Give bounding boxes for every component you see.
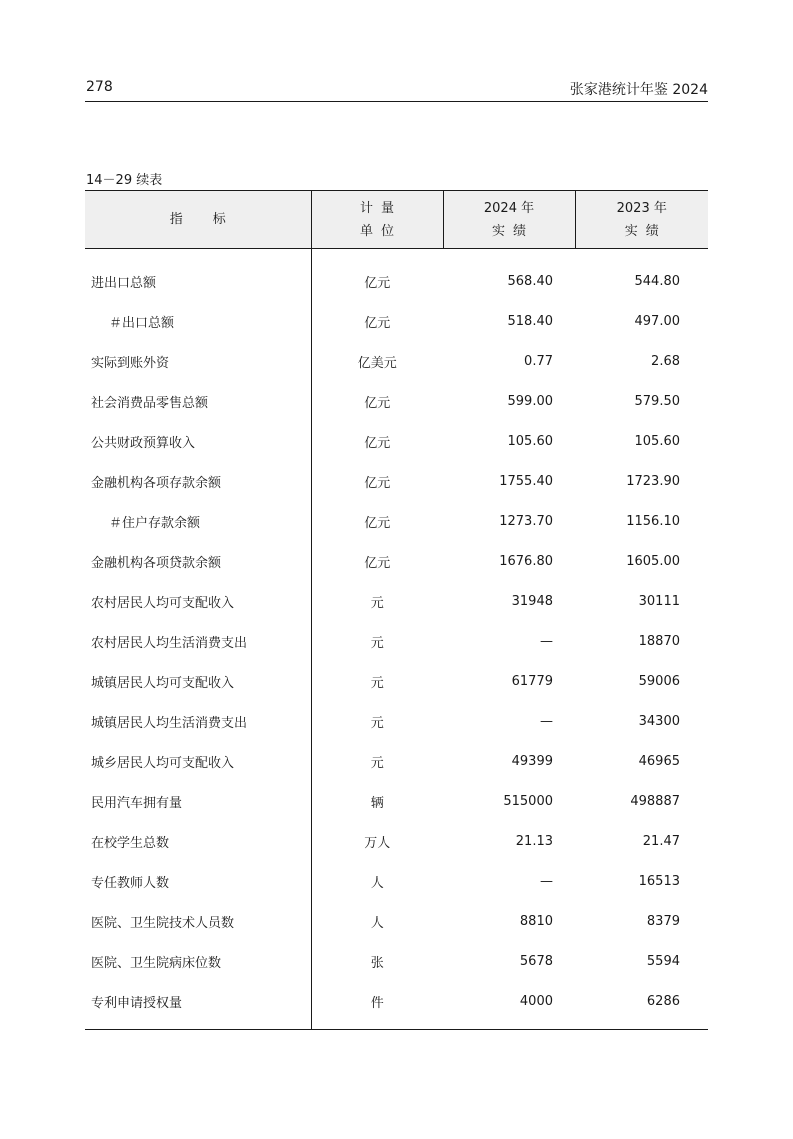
table-row xyxy=(85,821,708,861)
value-2023-cell: 59006 xyxy=(638,673,680,689)
unit-cell: 元 xyxy=(311,661,443,701)
header-2024-line2: 实绩 xyxy=(491,223,534,239)
value-2024-cell: 105.60 xyxy=(507,433,553,449)
value-2023-cell: 30111 xyxy=(638,593,680,609)
value-2023-cell: 579.50 xyxy=(634,393,680,409)
header-2023 xyxy=(575,191,708,249)
value-2023-cell: 6286 xyxy=(646,993,680,1009)
table-row xyxy=(85,249,708,302)
value-2023-cell: 1156.10 xyxy=(626,513,680,529)
indicator-cell: 医院、卫生院病床位数 xyxy=(91,955,222,971)
indicator-cell: ＃出口总额 xyxy=(109,315,175,331)
indicator-cell: 公共财政预算收入 xyxy=(91,435,196,451)
unit-cell: 亿元 xyxy=(311,249,443,302)
table-row xyxy=(85,541,708,581)
page-number: 278 xyxy=(86,79,113,95)
value-2024-cell: 518.40 xyxy=(507,313,553,329)
table-row xyxy=(85,861,708,901)
value-2024-cell: 49399 xyxy=(511,753,553,769)
header-rule xyxy=(85,101,708,102)
indicator-cell: 城镇居民人均可支配收入 xyxy=(91,675,235,691)
table-row xyxy=(85,621,708,661)
value-2023-cell: 544.80 xyxy=(634,273,680,289)
value-2023-cell: 498887 xyxy=(630,793,680,809)
table-row xyxy=(85,701,708,741)
value-2024-cell: 1755.40 xyxy=(499,473,553,489)
value-2024-cell: 1676.80 xyxy=(499,553,553,569)
value-2023-cell: 497.00 xyxy=(634,313,680,329)
value-2023-cell: 46965 xyxy=(638,753,680,769)
table-row xyxy=(85,381,708,421)
table-row xyxy=(85,741,708,781)
indicator-cell: 城镇居民人均生活消费支出 xyxy=(91,715,248,731)
unit-cell: 人 xyxy=(311,901,443,941)
indicator-cell: 专任教师人数 xyxy=(91,875,170,891)
indicator-cell: ＃住户存款余额 xyxy=(109,515,201,531)
unit-cell: 亿元 xyxy=(311,461,443,501)
header-2024-line1: 2024 年 xyxy=(483,200,535,216)
unit-cell: 元 xyxy=(311,741,443,781)
header-2023-line1: 2023 年 xyxy=(616,200,667,216)
indicator-cell: 社会消费品零售总额 xyxy=(91,395,209,411)
indicator-cell: 民用汽车拥有量 xyxy=(91,795,183,811)
table-body xyxy=(85,249,708,1030)
value-2024-cell: — xyxy=(540,633,553,649)
value-2023-cell: 18870 xyxy=(638,633,680,649)
unit-cell: 亿元 xyxy=(311,501,443,541)
indicator-cell: 金融机构各项存款余额 xyxy=(91,475,222,491)
table-row xyxy=(85,781,708,821)
table-row xyxy=(85,461,708,501)
value-2024-cell: 1273.70 xyxy=(499,513,553,529)
table-row xyxy=(85,421,708,461)
unit-cell: 元 xyxy=(311,701,443,741)
statistics-table xyxy=(85,190,708,1030)
value-2024-cell: 0.77 xyxy=(524,353,553,369)
value-2024-cell: 568.40 xyxy=(507,273,553,289)
value-2024-cell: 21.13 xyxy=(515,833,553,849)
table-caption: 14－29 续表 xyxy=(86,173,163,188)
value-2023-cell: 5594 xyxy=(646,953,680,969)
value-2023-cell: 105.60 xyxy=(634,433,680,449)
value-2024-cell: 4000 xyxy=(519,993,553,1009)
indicator-cell: 医院、卫生院技术人员数 xyxy=(91,915,235,931)
table-header-row xyxy=(85,191,708,249)
value-2024-cell: 61779 xyxy=(511,673,553,689)
unit-cell: 辆 xyxy=(311,781,443,821)
unit-cell: 元 xyxy=(311,621,443,661)
table-row xyxy=(85,501,708,541)
header-unit xyxy=(311,191,443,249)
indicator-cell: 金融机构各项贷款余额 xyxy=(91,555,222,571)
value-2024-cell: 5678 xyxy=(519,953,553,969)
indicator-cell: 农村居民人均可支配收入 xyxy=(91,595,235,611)
indicator-cell: 专利申请授权量 xyxy=(91,995,183,1011)
indicator-cell: 城乡居民人均可支配收入 xyxy=(91,755,235,771)
unit-cell: 亿元 xyxy=(311,421,443,461)
unit-cell: 人 xyxy=(311,861,443,901)
value-2023-cell: 1723.90 xyxy=(626,473,680,489)
value-2023-cell: 21.47 xyxy=(642,833,680,849)
unit-cell: 元 xyxy=(311,581,443,621)
header-indicator: 指标 xyxy=(85,191,311,249)
table-row xyxy=(85,341,708,381)
unit-cell: 亿元 xyxy=(311,541,443,581)
value-2024-cell: — xyxy=(540,873,553,889)
value-2024-cell: — xyxy=(540,713,553,729)
header-unit-line1: 计量 xyxy=(359,200,402,216)
value-2023-cell: 2.68 xyxy=(651,353,680,369)
unit-cell: 张 xyxy=(311,941,443,981)
header-unit-line2: 单位 xyxy=(359,223,402,239)
indicator-cell: 农村居民人均生活消费支出 xyxy=(91,635,248,651)
unit-cell: 件 xyxy=(311,981,443,1030)
unit-cell: 亿美元 xyxy=(311,341,443,381)
value-2024-cell: 599.00 xyxy=(507,393,553,409)
indicator-cell: 在校学生总数 xyxy=(91,835,170,851)
unit-cell: 万人 xyxy=(311,821,443,861)
indicator-cell: 实际到账外资 xyxy=(91,355,170,371)
value-2024-cell: 31948 xyxy=(511,593,553,609)
value-2023-cell: 1605.00 xyxy=(626,553,680,569)
value-2023-cell: 8379 xyxy=(646,913,680,929)
value-2023-cell: 34300 xyxy=(638,713,680,729)
unit-cell: 亿元 xyxy=(311,301,443,341)
book-title: 张家港统计年鉴 2024 xyxy=(569,82,708,98)
table-row xyxy=(85,301,708,341)
table-row xyxy=(85,941,708,981)
table-row xyxy=(85,661,708,701)
table-row xyxy=(85,581,708,621)
table-row xyxy=(85,901,708,941)
unit-cell: 亿元 xyxy=(311,381,443,421)
header-2024 xyxy=(443,191,575,249)
value-2023-cell: 16513 xyxy=(638,873,680,889)
indicator-cell: 进出口总额 xyxy=(91,275,157,291)
value-2024-cell: 8810 xyxy=(519,913,553,929)
header-2023-line2: 实绩 xyxy=(624,223,667,239)
value-2024-cell: 515000 xyxy=(503,793,553,809)
table-row xyxy=(85,981,708,1030)
